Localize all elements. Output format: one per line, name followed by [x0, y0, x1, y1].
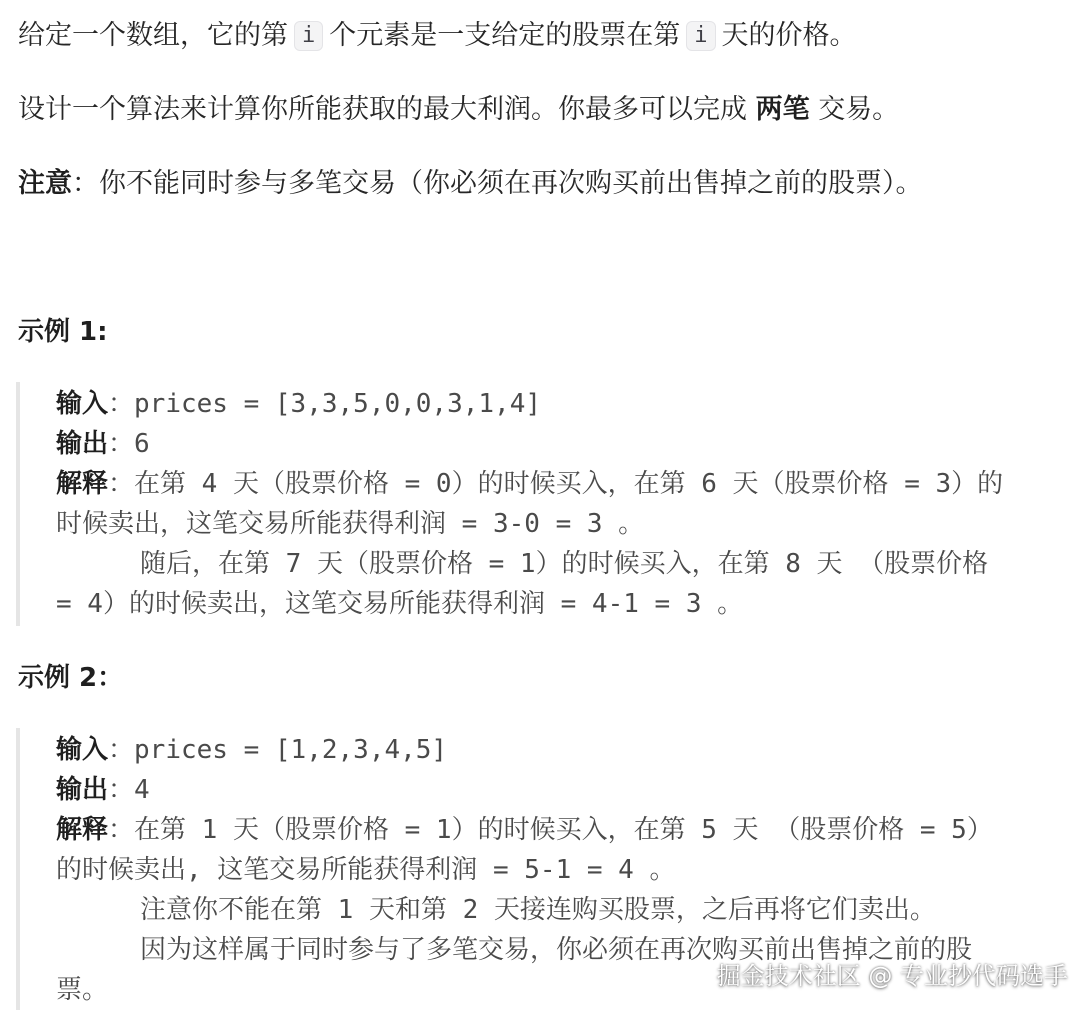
explain-label: 解释 — [56, 469, 109, 499]
explain-line: ：在第 4 天（股票价格 = 0）的时候买入，在第 6 天（股票价格 = 3）的 — [108, 469, 1004, 499]
explain-line: = 4）的时候卖出，这笔交易所能获得利润 = 4-1 = 3 。 — [56, 589, 744, 619]
note-label: 注意 — [18, 168, 72, 199]
example-2-input — [56, 730, 447, 770]
example-2-output — [56, 770, 150, 810]
example-2-explanation — [56, 810, 993, 850]
inline-code-i: i — [294, 21, 323, 51]
p1-text-mid: 个元素是一支给定的股票在第 — [329, 20, 681, 51]
p2-text-after: 交易。 — [818, 94, 900, 125]
explain-line: 时候卖出，这笔交易所能获得利润 = 3-0 = 3 。 — [56, 509, 645, 539]
explain-line: 的时候卖出, 这笔交易所能获得利润 = 5-1 = 4 。 — [56, 855, 676, 885]
inline-code-i: i — [686, 21, 715, 51]
problem-paragraph-2 — [18, 92, 899, 128]
p2-text-before: 设计一个算法来计算你所能获取的最大利润。你最多可以完成 — [18, 94, 747, 125]
example-1-heading: 示例 1: — [18, 317, 108, 347]
p1-text-before: 给定一个数组，它的第 — [18, 20, 288, 51]
explain-label: 解释 — [56, 815, 109, 845]
note-text: ：你不能同时参与多笔交易（你必须在再次购买前出售掉之前的股票）。 — [72, 168, 923, 199]
explain-line: 随后，在第 7 天（股票价格 = 1）的时候买入，在第 8 天 （股票价格 — [140, 549, 989, 579]
input-label: 输入 — [56, 389, 109, 419]
example-1-output — [56, 424, 150, 464]
problem-paragraph-1 — [18, 18, 857, 54]
input-value: ：prices = [1,2,3,4,5] — [108, 735, 448, 765]
explain-line: 注意你不能在第 1 天和第 2 天接连购买股票，之后再将它们卖出。 — [140, 895, 936, 925]
output-label: 输出 — [56, 429, 109, 459]
p2-bold-text: 两笔 — [755, 94, 810, 125]
explain-line: 票。 — [56, 975, 109, 1005]
output-value: ：4 — [108, 775, 150, 805]
input-value: ：prices = [3,3,5,0,0,3,1,4] — [108, 389, 542, 419]
output-value: ：6 — [108, 429, 150, 459]
output-label: 输出 — [56, 775, 109, 805]
example-2-heading: 示例 2： — [18, 663, 124, 693]
p1-text-after: 天的价格。 — [721, 20, 857, 51]
watermark: 掘金技术社区 @ 专业抄代码选手 — [716, 962, 1068, 990]
example-1-explanation — [56, 464, 1003, 504]
input-label: 输入 — [56, 735, 109, 765]
example-1-block — [16, 382, 1076, 626]
explain-line: ：在第 1 天（股票价格 = 1）的时候买入，在第 5 天 （股票价格 = 5） — [108, 815, 993, 845]
problem-note — [18, 166, 923, 202]
explain-line: 因为这样属于同时参与了多笔交易，你必须在再次购买前出售掉之前的股 — [140, 935, 973, 965]
example-1-input — [56, 384, 541, 424]
